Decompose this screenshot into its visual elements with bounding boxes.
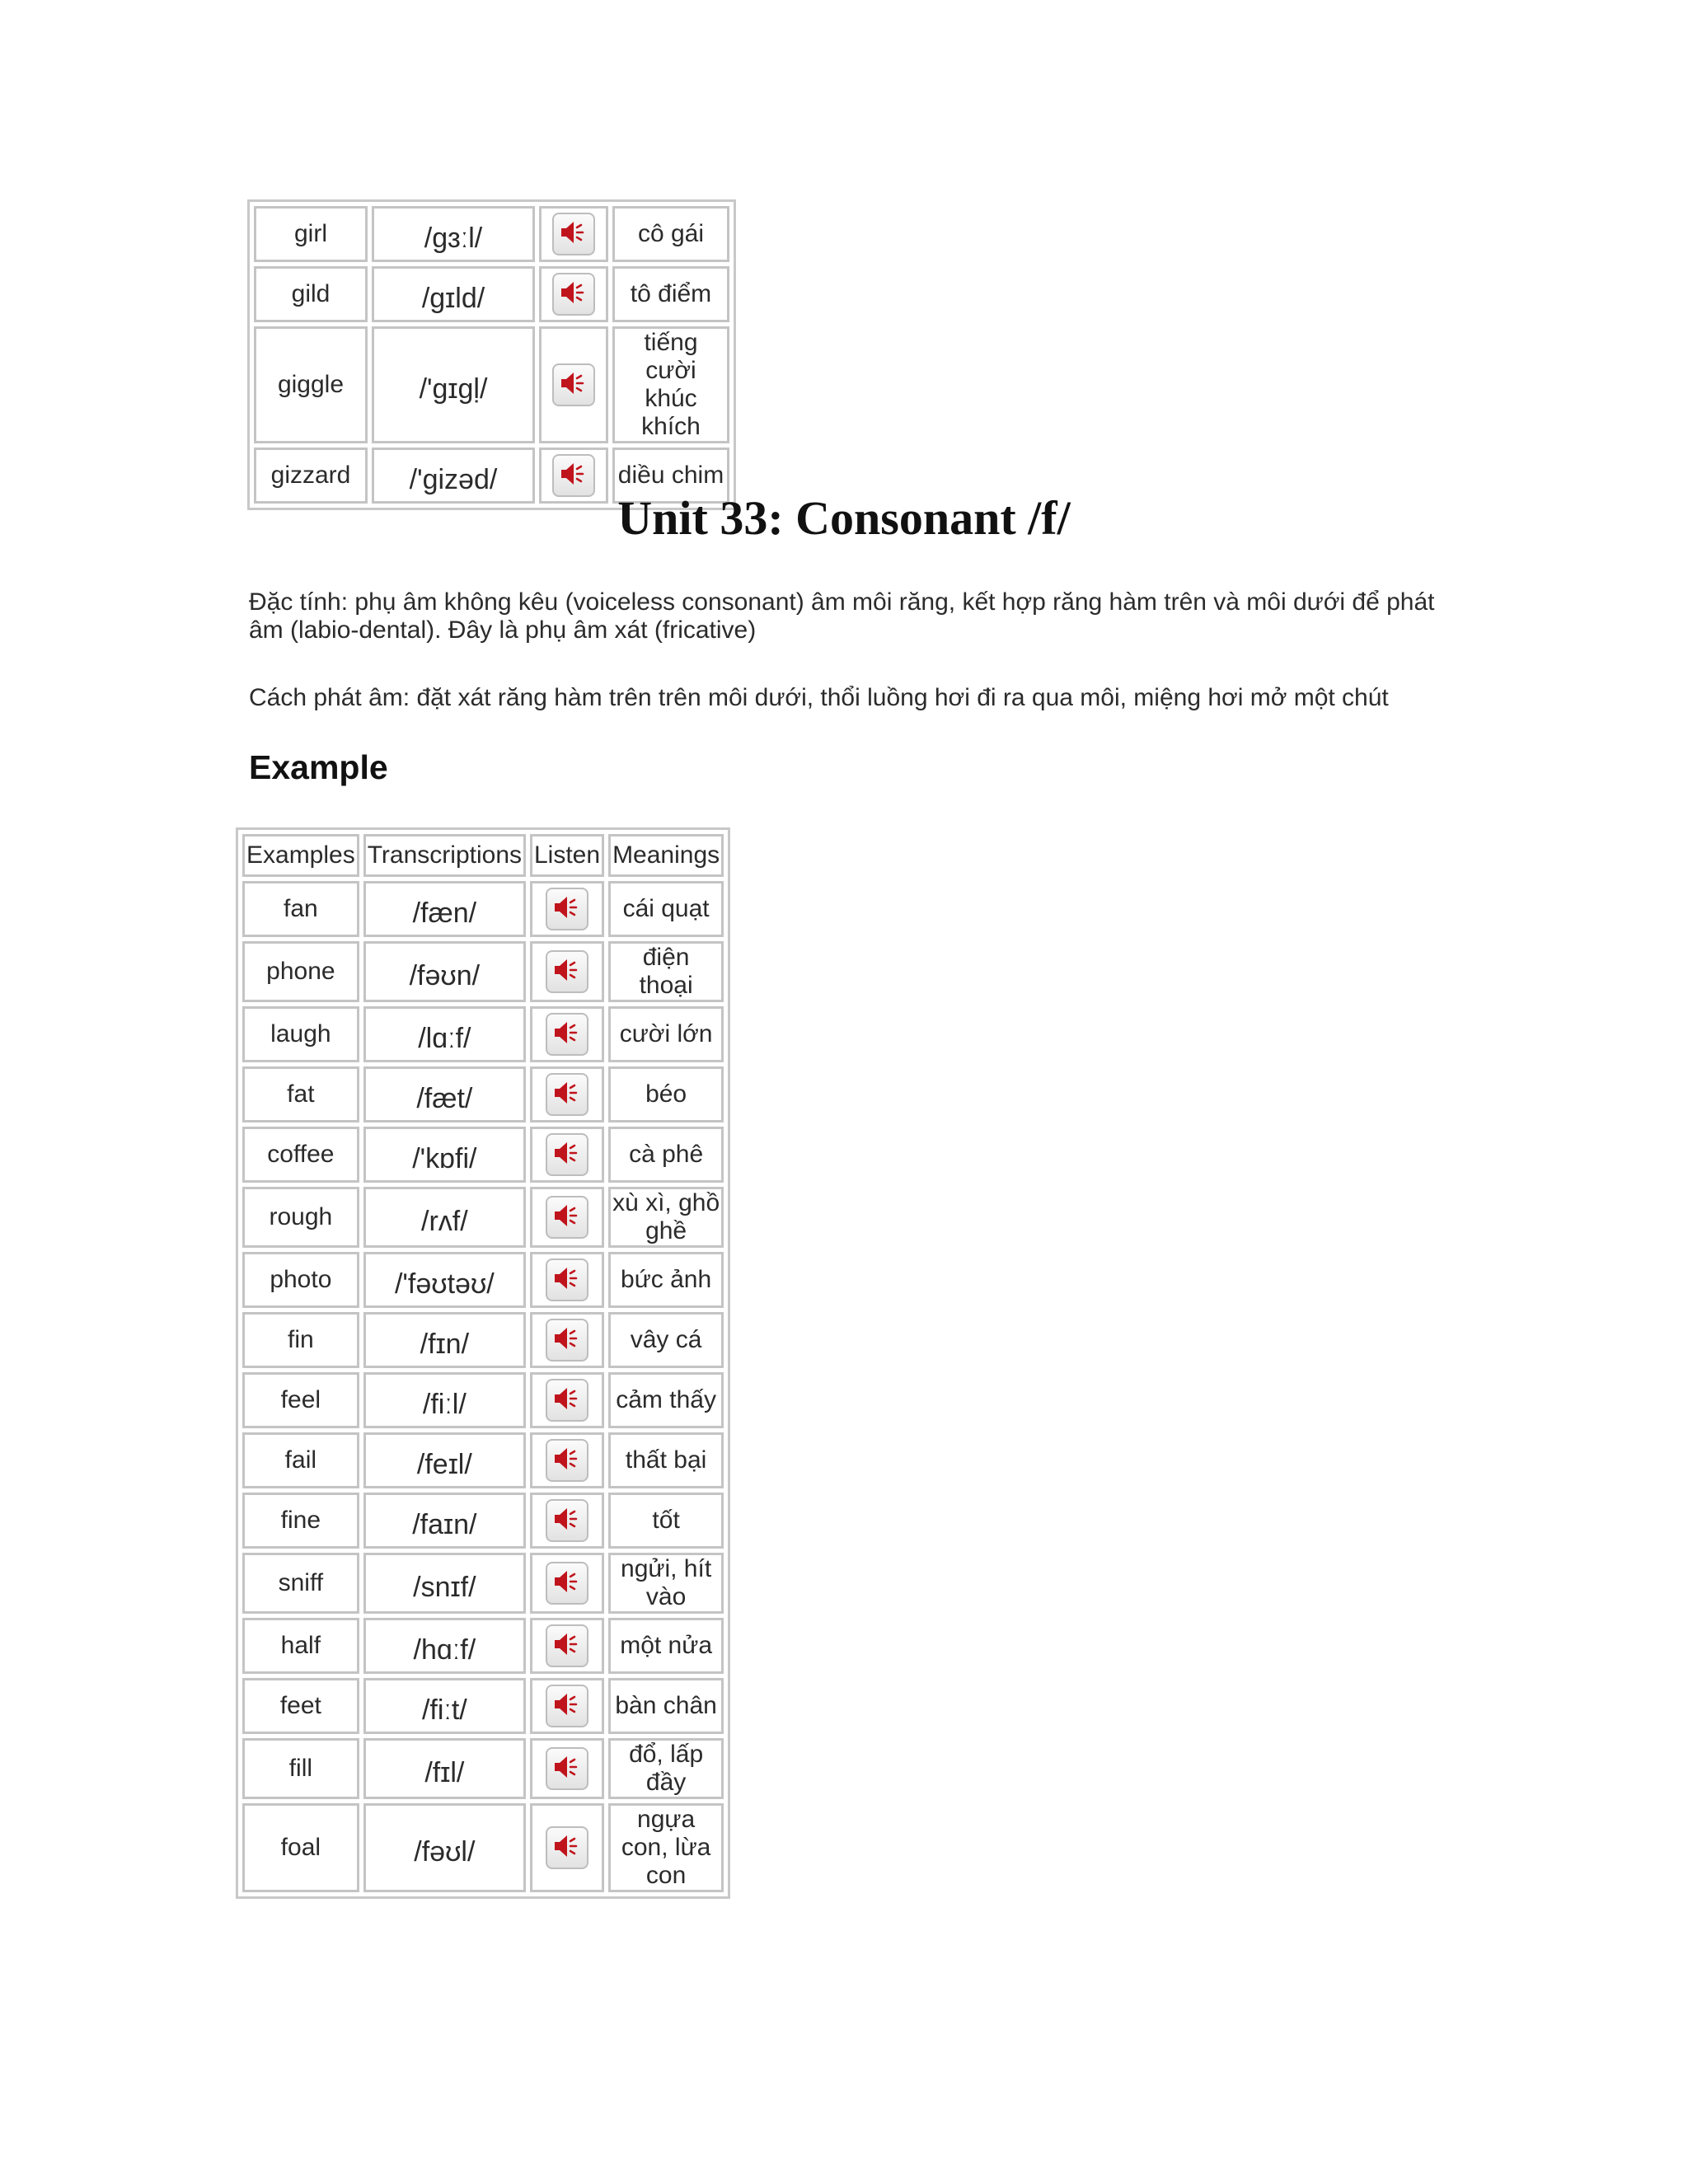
listen-cell [530, 1187, 604, 1248]
example-vocab-table [236, 827, 730, 1899]
meaning-cell: một nửa [608, 1618, 724, 1674]
transcription-cell: /fæt/ [363, 1066, 526, 1122]
transcription-cell: /'kɒfi/ [363, 1127, 526, 1183]
table-row [242, 1553, 724, 1614]
word-cell: feet [242, 1678, 359, 1734]
listen-cell [530, 1066, 604, 1122]
table-row [242, 1432, 724, 1488]
transcription-cell: /gɪld/ [372, 266, 535, 322]
speaker-icon[interactable] [546, 1562, 588, 1605]
table-row [254, 326, 729, 443]
pronunciation-instructions-text: Cách phát âm: đặt xát răng hàm trên trên môi dưới, thổi luồng hơi đi ra qua môi, miệng hơi mở một chút [249, 684, 1389, 711]
word-cell: fin [242, 1312, 359, 1368]
word-cell: giggle [254, 326, 368, 443]
column-header-examples: Examples [242, 834, 359, 877]
speaker-icon[interactable] [546, 1747, 588, 1790]
listen-cell [530, 1006, 604, 1062]
transcription-cell: /faɪn/ [363, 1493, 526, 1549]
speaker-icon[interactable] [546, 1826, 588, 1869]
meaning-cell: cô gái [612, 206, 729, 262]
listen-cell [530, 1738, 604, 1799]
transcription-cell: /fiːl/ [363, 1372, 526, 1428]
transcription-cell: /'fəʊtəʊ/ [363, 1252, 526, 1308]
speaker-icon[interactable] [552, 273, 595, 316]
listen-cell [530, 1618, 604, 1674]
word-cell: girl [254, 206, 368, 262]
meaning-cell: diều chim [612, 448, 729, 504]
transcription-cell: /'gizəd/ [372, 448, 535, 504]
word-cell: photo [242, 1252, 359, 1308]
word-cell: foal [242, 1803, 359, 1892]
transcription-cell: /fəʊl/ [363, 1803, 526, 1892]
word-cell: fail [242, 1432, 359, 1488]
word-cell: coffee [242, 1127, 359, 1183]
transcription-cell: /fɪl/ [363, 1738, 526, 1799]
table-row [242, 1493, 724, 1549]
table-row [242, 1006, 724, 1062]
transcription-cell: /'gɪgḷ/ [372, 326, 535, 443]
table-header-row [242, 834, 724, 877]
word-cell: fat [242, 1066, 359, 1122]
speaker-icon[interactable] [546, 1685, 588, 1727]
speaker-icon[interactable] [546, 950, 588, 993]
listen-cell [530, 1678, 604, 1734]
word-cell: half [242, 1618, 359, 1674]
example-heading: Example [249, 748, 388, 786]
meaning-cell: tô điểm [612, 266, 729, 322]
transcription-cell: /snɪf/ [363, 1553, 526, 1614]
speaker-icon[interactable] [546, 1196, 588, 1239]
meaning-cell: bàn chân [608, 1678, 724, 1734]
speaker-icon[interactable] [546, 1624, 588, 1667]
column-header-meanings: Meanings [608, 834, 724, 877]
table-row [254, 266, 729, 322]
meaning-cell: ngựa con, lừa con [608, 1803, 724, 1892]
table-row [242, 1066, 724, 1122]
table-row [242, 1252, 724, 1308]
table-row [242, 941, 724, 1002]
meaning-cell: cà phê [608, 1127, 724, 1183]
speaker-icon[interactable] [546, 1319, 588, 1361]
meaning-cell: đổ, lấp đầy [608, 1738, 724, 1799]
meaning-cell: điện thoại [608, 941, 724, 1002]
meaning-cell: tiếng cười khúc khích [612, 326, 729, 443]
transcription-cell: /hɑːf/ [363, 1618, 526, 1674]
table-row [254, 206, 729, 262]
table-row [242, 1127, 724, 1183]
speaker-icon[interactable] [546, 1499, 588, 1542]
transcription-cell: /lɑːf/ [363, 1006, 526, 1062]
transcription-cell: /fæn/ [363, 881, 526, 937]
listen-cell [530, 1553, 604, 1614]
listen-cell [530, 1252, 604, 1308]
word-cell: gild [254, 266, 368, 322]
meaning-cell: ngửi, hít vào [608, 1553, 724, 1614]
meaning-cell: thất bại [608, 1432, 724, 1488]
meaning-cell: béo [608, 1066, 724, 1122]
listen-cell [539, 266, 608, 322]
listen-cell [539, 326, 608, 443]
unit-title: Unit 33: Consonant /f/ [617, 491, 1071, 545]
word-cell: fan [242, 881, 359, 937]
transcription-cell: /fəʊn/ [363, 941, 526, 1002]
word-cell: sniff [242, 1553, 359, 1614]
word-cell: feel [242, 1372, 359, 1428]
meaning-cell: bức ảnh [608, 1252, 724, 1308]
speaker-icon[interactable] [546, 1133, 588, 1176]
listen-cell [530, 1372, 604, 1428]
previous-unit-vocab-table [247, 199, 736, 510]
word-cell: gizzard [254, 448, 368, 504]
listen-cell [530, 1312, 604, 1368]
speaker-icon[interactable] [546, 888, 588, 930]
meaning-cell: vây cá [608, 1312, 724, 1368]
word-cell: fine [242, 1493, 359, 1549]
transcription-cell: /rʌf/ [363, 1187, 526, 1248]
word-cell: phone [242, 941, 359, 1002]
table-row [242, 1618, 724, 1674]
speaker-icon[interactable] [546, 1258, 588, 1301]
listen-cell [530, 1432, 604, 1488]
speaker-icon[interactable] [552, 363, 595, 406]
meaning-cell: cảm thấy [608, 1372, 724, 1428]
speaker-icon[interactable] [552, 213, 595, 255]
column-header-listen: Listen [530, 834, 604, 877]
transcription-cell: /fiːt/ [363, 1678, 526, 1734]
listen-cell [530, 1493, 604, 1549]
table-row [242, 1678, 724, 1734]
table-row [242, 1372, 724, 1428]
speaker-icon[interactable] [546, 1013, 588, 1056]
speaker-icon[interactable] [546, 1439, 588, 1482]
listen-cell [530, 1127, 604, 1183]
listen-cell [530, 941, 604, 1002]
word-cell: laugh [242, 1006, 359, 1062]
consonant-properties-text: Đặc tính: phụ âm không kêu (voiceless consonant) âm môi răng, kết hợp răng hàm trên và môi dưới để phát âm (labio-dental). Đây là phụ âm xát (fricative) [249, 588, 1435, 644]
meaning-cell: cười lớn [608, 1006, 724, 1062]
table-row [242, 1803, 724, 1892]
transcription-cell: /fɪn/ [363, 1312, 526, 1368]
listen-cell [530, 1803, 604, 1892]
column-header-transcriptions: Transcriptions [363, 834, 526, 877]
meaning-cell: xù xì, ghồ ghề [608, 1187, 724, 1248]
speaker-icon[interactable] [546, 1379, 588, 1422]
table-row [242, 1187, 724, 1248]
meaning-cell: tốt [608, 1493, 724, 1549]
word-cell: rough [242, 1187, 359, 1248]
table-row [242, 881, 724, 937]
listen-cell [539, 206, 608, 262]
transcription-cell: /gɜːl/ [372, 206, 535, 262]
table-row [242, 1312, 724, 1368]
table-row [242, 1738, 724, 1799]
speaker-icon[interactable] [546, 1073, 588, 1116]
word-cell: fill [242, 1738, 359, 1799]
listen-cell [530, 881, 604, 937]
transcription-cell: /feɪl/ [363, 1432, 526, 1488]
meaning-cell: cái quạt [608, 881, 724, 937]
